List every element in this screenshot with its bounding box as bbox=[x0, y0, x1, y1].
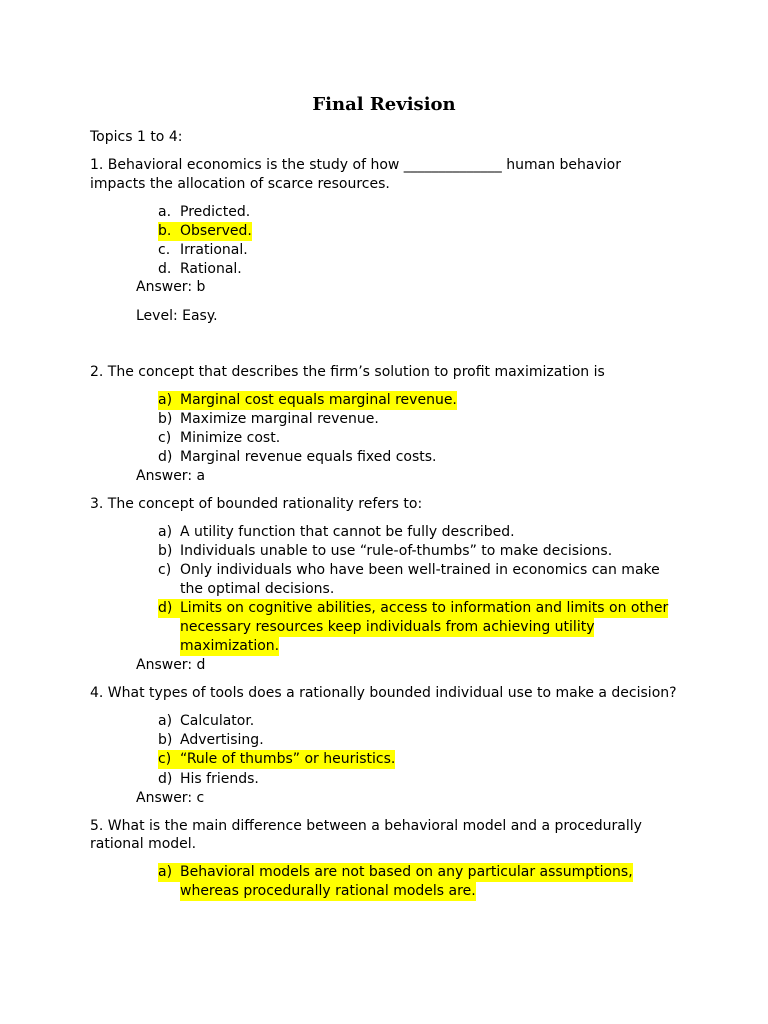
question-2-option-d bbox=[158, 448, 437, 467]
question-3-option-c bbox=[158, 561, 660, 580]
question-1-option-c bbox=[158, 241, 248, 260]
question-1-option-d bbox=[158, 260, 242, 279]
option-text: Predicted. bbox=[180, 204, 251, 220]
option-marker: d) bbox=[158, 449, 173, 465]
question-1-prompt-line-1: 1. Behavioral economics is the study of how ______________ human behavior bbox=[90, 157, 621, 173]
option-text: His friends. bbox=[180, 771, 259, 787]
question-4-option-d bbox=[158, 770, 259, 789]
option-text: Rational. bbox=[180, 261, 242, 277]
question-2-answer: Answer: a bbox=[136, 468, 206, 484]
option-marker: a) bbox=[158, 713, 173, 729]
option-text: Marginal cost equals marginal revenue. bbox=[180, 392, 457, 408]
page-title: Final Revision bbox=[312, 94, 456, 115]
question-3-answer: Answer: d bbox=[136, 657, 206, 673]
option-text: Individuals unable to use “rule-of-thumbs” to make decisions. bbox=[180, 543, 613, 559]
option-text: Maximize marginal revenue. bbox=[180, 411, 379, 427]
option-marker: a) bbox=[158, 864, 173, 880]
option-text: “Rule of thumbs” or heuristics. bbox=[180, 751, 396, 767]
option-text: Only individuals who have been well-trained in economics can make bbox=[180, 562, 660, 578]
question-3-option-b bbox=[158, 542, 612, 561]
question-1-answer: Answer: b bbox=[136, 279, 206, 295]
option-marker: c) bbox=[158, 751, 172, 767]
option-marker: b) bbox=[158, 732, 173, 748]
question-1-option-b-highlighted bbox=[158, 222, 252, 241]
option-marker: b) bbox=[158, 411, 173, 427]
question-1-prompt-line-2: impacts the allocation of scarce resources. bbox=[90, 176, 390, 192]
question-3-option-a bbox=[158, 523, 515, 542]
option-marker: c. bbox=[158, 242, 171, 258]
question-4-option-c-highlighted bbox=[158, 750, 395, 769]
question-4-answer: Answer: c bbox=[136, 790, 205, 806]
question-3-option-c-continued: the optimal decisions. bbox=[180, 581, 335, 597]
question-5-option-a-continued: whereas procedurally rational models are. bbox=[180, 883, 476, 899]
question-5-prompt-line-2: rational model. bbox=[90, 836, 197, 852]
option-marker: c) bbox=[158, 562, 172, 578]
option-text: A utility function that cannot be fully described. bbox=[180, 524, 515, 540]
topics-heading: Topics 1 to 4: bbox=[90, 129, 183, 145]
question-4-option-b bbox=[158, 731, 264, 750]
question-2-option-b bbox=[158, 410, 379, 429]
option-marker: d) bbox=[158, 771, 173, 787]
question-2-option-a-highlighted bbox=[158, 391, 457, 410]
option-text: Observed. bbox=[180, 223, 252, 239]
question-1-level: Level: Easy. bbox=[136, 308, 218, 324]
option-marker: b) bbox=[158, 543, 173, 559]
option-text: Irrational. bbox=[180, 242, 248, 258]
question-3-prompt: 3. The concept of bounded rationality refers to: bbox=[90, 496, 423, 512]
question-3-option-d-continued-1: necessary resources keep individuals from achieving utility bbox=[180, 619, 595, 635]
option-marker: a) bbox=[158, 392, 173, 408]
question-3-option-d-highlighted bbox=[158, 599, 668, 618]
option-text: Advertising. bbox=[180, 732, 264, 748]
question-5-prompt-line-1: 5. What is the main difference between a behavioral model and a procedurally bbox=[90, 818, 642, 834]
question-2-prompt: 2. The concept that describes the firm’s solution to profit maximization is bbox=[90, 364, 605, 380]
option-marker: d) bbox=[158, 600, 173, 616]
question-1-option-a bbox=[158, 203, 250, 222]
option-marker: c) bbox=[158, 430, 172, 446]
option-text: Behavioral models are not based on any particular assumptions, bbox=[180, 864, 633, 880]
option-text: Limits on cognitive abilities, access to information and limits on other bbox=[180, 600, 669, 616]
question-3-option-d-continued-2: maximization. bbox=[180, 638, 280, 654]
question-2-option-c bbox=[158, 429, 280, 448]
option-text: Marginal revenue equals fixed costs. bbox=[180, 449, 437, 465]
option-text: Minimize cost. bbox=[180, 430, 281, 446]
option-marker: a) bbox=[158, 524, 173, 540]
question-4-option-a bbox=[158, 712, 254, 731]
option-marker: a. bbox=[158, 204, 172, 220]
option-marker: d. bbox=[158, 261, 172, 277]
question-4-prompt: 4. What types of tools does a rationally bounded individual use to make a decision? bbox=[90, 685, 677, 701]
question-5-option-a-highlighted bbox=[158, 863, 633, 882]
option-text: Calculator. bbox=[180, 713, 255, 729]
option-marker: b. bbox=[158, 223, 172, 239]
